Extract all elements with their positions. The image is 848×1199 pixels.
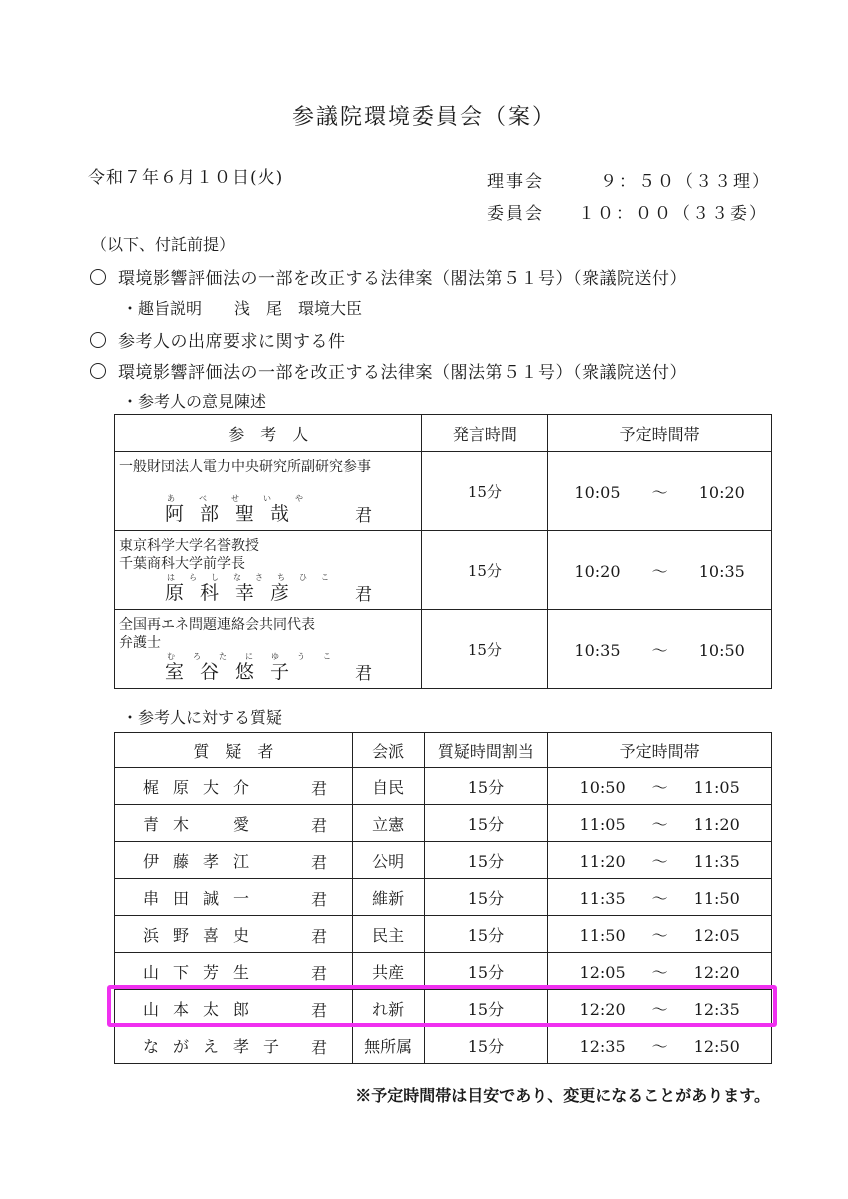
witness-name-reading: むろたにゆうこ bbox=[167, 652, 349, 661]
agenda-subitem-statements: ・参考人の意見陳述 bbox=[122, 392, 267, 411]
slot-end: 12:20 bbox=[693, 962, 740, 982]
party-text: 無所属 bbox=[364, 1036, 413, 1056]
time-slot bbox=[548, 916, 772, 953]
schedule-label-board: 理事会 bbox=[487, 172, 544, 192]
question-minutes-text: 15分 bbox=[467, 999, 505, 1019]
agenda-item-3-text: 環境影響評価法の一部を改正する法律案（閣法第５１号）（衆議院送付） bbox=[118, 363, 687, 383]
slot-start: 10:20 bbox=[574, 561, 621, 581]
party-text: 公明 bbox=[372, 851, 405, 871]
question-minutes-text: 15分 bbox=[467, 962, 505, 982]
questioner-name bbox=[115, 953, 353, 990]
highlight-box bbox=[107, 985, 777, 1027]
question-minutes bbox=[424, 1027, 548, 1064]
slot-start: 11:50 bbox=[579, 925, 626, 945]
table-row bbox=[115, 842, 772, 879]
header-scheduled-slot: 予定時間帯 bbox=[548, 733, 772, 768]
slot-end: 10:50 bbox=[698, 640, 745, 660]
time-slot bbox=[548, 953, 772, 990]
slot-end: 11:50 bbox=[693, 888, 740, 908]
circle-bullet-icon bbox=[90, 269, 106, 285]
slot-end: 12:50 bbox=[693, 1036, 740, 1056]
witness-cell bbox=[115, 452, 422, 531]
header-speech-time: 発言時間 bbox=[422, 415, 548, 452]
header-scheduled-slot: 予定時間帯 bbox=[548, 415, 772, 452]
question-minutes bbox=[424, 953, 548, 990]
questioner-name bbox=[115, 1027, 353, 1064]
header-question-time: 質疑時間割当 bbox=[424, 733, 548, 768]
slot-end: 10:20 bbox=[698, 482, 745, 502]
agenda-item-3 bbox=[90, 358, 687, 383]
questioner-name bbox=[115, 805, 353, 842]
time-slot bbox=[548, 879, 772, 916]
witness-cell bbox=[115, 610, 422, 689]
questioner-honorific: 君 bbox=[311, 890, 328, 909]
slot-end: 10:35 bbox=[698, 561, 745, 581]
party-text: 共産 bbox=[372, 962, 405, 982]
witness-affiliation: 一般財団法人電力中央研究所副研究参事 bbox=[119, 459, 371, 475]
questioner-honorific: 君 bbox=[311, 1001, 328, 1020]
slot-start: 12:35 bbox=[579, 1036, 626, 1056]
precondition-note: （以下、付託前提） bbox=[91, 235, 236, 254]
questioner-name-text: 山下芳生 bbox=[143, 962, 264, 982]
question-minutes-text: 15分 bbox=[467, 888, 505, 908]
table-row bbox=[115, 953, 772, 990]
slot-separator: ～ bbox=[651, 482, 668, 502]
witness-name: 原科幸彦 bbox=[165, 582, 306, 604]
witness-name-reading: はらしなさちひこ bbox=[167, 573, 343, 582]
slot-separator: ～ bbox=[651, 640, 668, 660]
header-questioner: 質 疑 者 bbox=[115, 733, 353, 768]
questioner-honorific: 君 bbox=[311, 1038, 328, 1057]
time-slot bbox=[548, 1027, 772, 1064]
slot-separator: ～ bbox=[651, 814, 668, 834]
witness-affiliation: 東京科学大学名誉教授 千葉商科大学前学長 bbox=[119, 538, 259, 572]
slot-end: 11:05 bbox=[693, 777, 740, 797]
agenda-item-2 bbox=[90, 327, 346, 352]
question-minutes bbox=[424, 805, 548, 842]
witness-honorific: 君 bbox=[355, 585, 372, 605]
witness-name-reading: あべせいや bbox=[167, 494, 327, 503]
party bbox=[352, 805, 424, 842]
witness-table bbox=[114, 414, 772, 689]
slot-separator: ～ bbox=[651, 851, 668, 871]
table-row bbox=[115, 805, 772, 842]
witness-honorific: 君 bbox=[355, 664, 372, 684]
question-minutes-text: 15分 bbox=[467, 925, 505, 945]
slot-end: 11:35 bbox=[693, 851, 740, 871]
witness-affiliation: 全国再エネ問題連絡会共同代表 弁護士 bbox=[119, 617, 315, 651]
agenda-subitem-explanation: ・趣旨説明 浅 尾 環境大臣 bbox=[122, 299, 363, 318]
witness-name: 室谷悠子 bbox=[165, 661, 306, 683]
question-minutes bbox=[424, 879, 548, 916]
questioner-name-text: 浜野喜史 bbox=[143, 925, 264, 945]
witness-honorific: 君 bbox=[355, 506, 372, 526]
slot-separator: ～ bbox=[651, 962, 668, 982]
page-title: 参議院環境委員会（案） bbox=[291, 105, 556, 130]
slot-start: 11:35 bbox=[579, 888, 626, 908]
slot-separator: ～ bbox=[651, 999, 668, 1019]
circle-bullet-icon bbox=[90, 363, 106, 379]
questioner-name bbox=[115, 768, 353, 805]
questioner-honorific: 君 bbox=[311, 853, 328, 872]
party bbox=[352, 768, 424, 805]
agenda-item-1 bbox=[90, 264, 687, 289]
party bbox=[352, 1027, 424, 1064]
questioner-honorific: 君 bbox=[311, 816, 328, 835]
slot-end: 12:35 bbox=[693, 999, 740, 1019]
party bbox=[352, 879, 424, 916]
slot-end: 11:20 bbox=[693, 814, 740, 834]
question-minutes-text: 15分 bbox=[467, 1036, 505, 1056]
schedule-value-committee: １０：００（３３委） bbox=[578, 204, 768, 224]
question-minutes-text: 15分 bbox=[467, 851, 505, 871]
questioner-honorific: 君 bbox=[311, 964, 328, 983]
table-row bbox=[115, 610, 772, 689]
question-minutes-text: 15分 bbox=[467, 777, 505, 797]
slot-start: 11:05 bbox=[579, 814, 626, 834]
question-minutes bbox=[424, 842, 548, 879]
time-slot bbox=[548, 452, 772, 531]
question-minutes-text: 15分 bbox=[467, 814, 505, 834]
agenda-item-1-text: 環境影響評価法の一部を改正する法律案（閣法第５１号）（衆議院送付） bbox=[118, 269, 687, 289]
questioner-honorific: 君 bbox=[311, 927, 328, 946]
slot-separator: ～ bbox=[651, 925, 668, 945]
party-text: 民主 bbox=[372, 925, 405, 945]
questioner-name-text: 伊藤孝江 bbox=[143, 851, 264, 871]
party-text: 立憲 bbox=[372, 814, 405, 834]
slot-start: 10:05 bbox=[574, 482, 621, 502]
party-text: れ新 bbox=[372, 999, 405, 1019]
questioner-name-text: 串田誠一 bbox=[143, 888, 264, 908]
party bbox=[352, 953, 424, 990]
party-text: 維新 bbox=[372, 888, 405, 908]
speech-minutes: 15分 bbox=[422, 452, 548, 531]
table-row bbox=[115, 879, 772, 916]
header-party: 会派 bbox=[352, 733, 424, 768]
questioner-name-text: 青木 愛 bbox=[143, 814, 264, 834]
slot-separator: ～ bbox=[651, 888, 668, 908]
questioner-name-text: 梶原大介 bbox=[143, 777, 264, 797]
slot-start: 12:20 bbox=[579, 999, 626, 1019]
time-slot bbox=[548, 768, 772, 805]
slot-start: 10:35 bbox=[574, 640, 621, 660]
witness-name: 阿部聖哉 bbox=[165, 503, 306, 525]
time-slot bbox=[548, 842, 772, 879]
witness-table-header bbox=[115, 415, 772, 452]
table-row bbox=[115, 916, 772, 953]
agenda-subitem-questions: ・参考人に対する質疑 bbox=[122, 708, 283, 727]
slot-separator: ～ bbox=[651, 1036, 668, 1056]
footer-note: ※予定時間帯は目安であり、変更になることがあります。 bbox=[355, 1086, 770, 1105]
table-row bbox=[115, 531, 772, 610]
schedule-label-committee: 委員会 bbox=[487, 204, 544, 224]
table-row bbox=[115, 768, 772, 805]
table-row bbox=[115, 452, 772, 531]
slot-start: 12:05 bbox=[579, 962, 626, 982]
witness-cell bbox=[115, 531, 422, 610]
party-text: 自民 bbox=[372, 777, 405, 797]
questioner-name bbox=[115, 916, 353, 953]
slot-separator: ～ bbox=[651, 777, 668, 797]
speech-minutes: 15分 bbox=[422, 531, 548, 610]
table-row bbox=[115, 1027, 772, 1064]
time-slot bbox=[548, 531, 772, 610]
party bbox=[352, 916, 424, 953]
questioner-name-text: 山本太郎 bbox=[143, 999, 264, 1019]
questioner-name bbox=[115, 842, 353, 879]
meeting-date: 令和７年６月１０日(火) bbox=[88, 168, 284, 188]
questioner-name bbox=[115, 879, 353, 916]
slot-separator: ～ bbox=[651, 561, 668, 581]
time-slot bbox=[548, 610, 772, 689]
party bbox=[352, 842, 424, 879]
questioner-name-text: ながえ孝子 bbox=[143, 1036, 294, 1056]
header-witness: 参 考 人 bbox=[115, 415, 422, 452]
questioner-table-header bbox=[115, 733, 772, 768]
time-slot bbox=[548, 805, 772, 842]
slot-start: 10:50 bbox=[579, 777, 626, 797]
slot-end: 12:05 bbox=[693, 925, 740, 945]
question-minutes bbox=[424, 768, 548, 805]
schedule-value-board: ９：５０（３３理） bbox=[600, 172, 771, 192]
agenda-item-2-text: 参考人の出席要求に関する件 bbox=[118, 332, 346, 352]
speech-minutes: 15分 bbox=[422, 610, 548, 689]
circle-bullet-icon bbox=[90, 332, 106, 348]
questioner-honorific: 君 bbox=[311, 779, 328, 798]
question-minutes bbox=[424, 916, 548, 953]
slot-start: 11:20 bbox=[579, 851, 626, 871]
